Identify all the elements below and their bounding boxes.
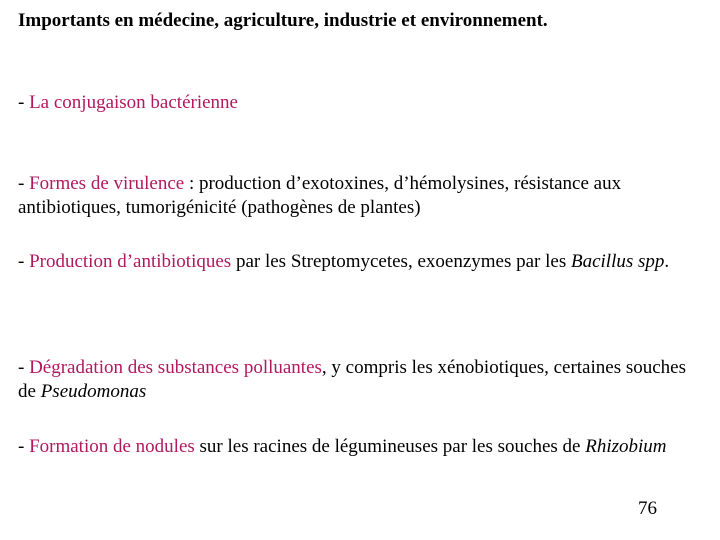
bullet-dash: -: [18, 357, 30, 378]
bullet-highlight: Formes de virulence: [29, 173, 185, 194]
bullet-conjugaison: [18, 91, 708, 115]
bullet-dash: -: [18, 436, 30, 457]
bullet-dash: -: [18, 92, 30, 113]
bullet-text: : production d’exotoxines, d’hémolysines, résistance aux antibiotiques, tumorigénicité (pathogènes de plantes): [18, 173, 622, 218]
bullet-text: par les Streptomycetes, exoenzymes par les: [231, 251, 571, 272]
bullet-virulence: [18, 172, 708, 220]
bullet-antibiotiques: [18, 250, 708, 274]
bullet-text: sur les racines de légumineuses par les souches de: [194, 436, 586, 457]
bullet-highlight: La conjugaison bactérienne: [29, 92, 238, 113]
bullet-italic-taxon: Pseudomonas: [40, 381, 147, 402]
page-number: 76: [638, 498, 657, 519]
bullet-dash: -: [18, 251, 30, 272]
bullet-italic-taxon: Bacillus spp: [570, 251, 665, 272]
bullet-nodules: [18, 435, 708, 459]
bullet-dash: -: [18, 173, 30, 194]
bullet-italic-taxon: Rhizobium: [585, 436, 667, 457]
bullet-highlight: Production d’antibiotiques: [29, 251, 232, 272]
bullet-highlight: Formation de nodules: [29, 436, 195, 457]
bullet-end: .: [664, 251, 670, 272]
bullet-highlight: Dégradation des substances polluantes: [29, 357, 322, 378]
bullet-text: , y compris les xénobiotiques, certaines souches de: [18, 357, 687, 402]
slide-title: Importants en médecine, agriculture, industrie et environnement.: [18, 10, 548, 31]
bullet-degradation: [18, 356, 708, 404]
